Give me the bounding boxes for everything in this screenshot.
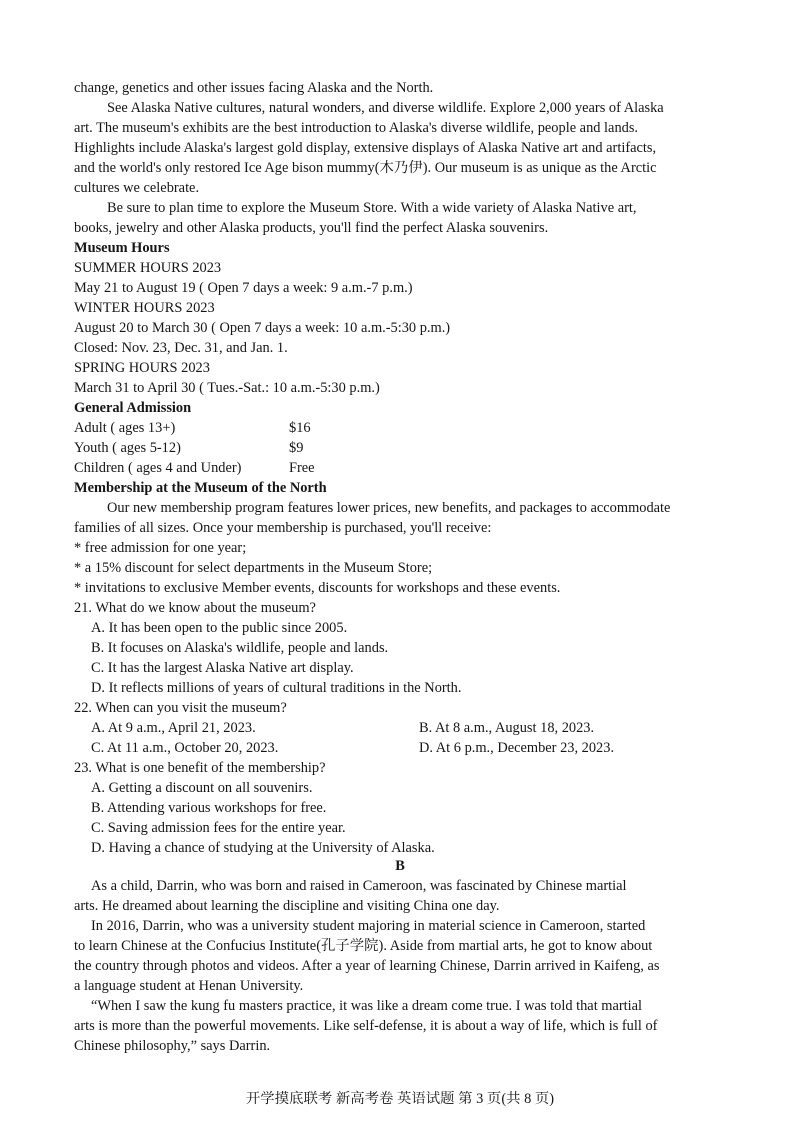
answer-option: D. At 6 p.m., December 23, 2023. [419,740,615,756]
answer-option: A. Getting a discount on all souvenirs. [91,780,313,796]
paragraph-line: the country through photos and videos. After a year of learning Chinese, Darrin arrived in Kaifeng, as [74,958,660,974]
admission-price: Free [289,460,315,476]
section-label: B [395,858,405,874]
paragraph-line: cultures we celebrate. [74,180,200,196]
admission-price: $9 [289,440,304,456]
closed-days-text: Closed: Nov. 23, Dec. 31, and Jan. 1. [74,340,288,356]
question-stem: 21. What do we know about the museum? [74,600,316,616]
answer-option: A. At 9 a.m., April 21, 2023. [91,720,256,736]
answer-option: B. Attending various workshops for free. [91,800,327,816]
spring-hours-title: SPRING HOURS 2023 [74,360,210,376]
answer-option: C. At 11 a.m., October 20, 2023. [91,740,279,756]
paragraph-line: Our new membership program features lower prices, new benefits, and packages to accommodate [107,500,671,516]
paragraph-line: Chinese philosophy,” says Darrin. [74,1038,271,1054]
paragraph-line: Highlights include Alaska's largest gold display, extensive displays of Alaska Native art and artifacts, [74,140,657,156]
admission-heading: General Admission [74,400,192,416]
paragraph-line: art. The museum's exhibits are the best introduction to Alaska's diverse wildlife, people and lands. [74,120,639,136]
admission-price: $16 [289,420,311,436]
admission-label: Youth ( ages 5-12) [74,440,181,456]
paragraph-line: change, genetics and other issues facing Alaska and the North. [74,80,434,96]
answer-option: A. It has been open to the public since 2005. [91,620,348,636]
bullet-item: * free admission for one year; [74,540,247,556]
paragraph-line: to learn Chinese at the Confucius Institute(孔子学院). Aside from martial arts, he got to know about [74,938,653,954]
paragraph-line: “When I saw the kung fu masters practice, it was like a dream come true. I was told that martial [91,998,643,1014]
paragraph-line: arts is more than the powerful movements. Like self-defense, it is about a way of life, which is full of [74,1018,658,1034]
admission-label: Adult ( ages 13+) [74,420,176,436]
summer-hours-text: May 21 to August 19 ( Open 7 days a week: 9 a.m.-7 p.m.) [74,280,413,296]
bullet-item: * invitations to exclusive Member events, discounts for workshops and these events. [74,580,561,596]
page-footer: 开学摸底联考 新高考卷 英语试题 第 3 页(共 8 页) [245,1091,555,1107]
paragraph-line: families of all sizes. Once your membership is purchased, you'll receive: [74,520,492,536]
question-stem: 22. When can you visit the museum? [74,700,287,716]
membership-heading: Membership at the Museum of the North [74,480,327,496]
answer-option: B. At 8 a.m., August 18, 2023. [419,720,595,736]
question-stem: 23. What is one benefit of the membership? [74,760,326,776]
paragraph-line: a language student at Henan University. [74,978,304,994]
paragraph-line: In 2016, Darrin, who was a university student majoring in material science in Cameroon, started [91,918,646,934]
answer-option: D. It reflects millions of years of cultural traditions in the North. [91,680,462,696]
admission-label: Children ( ages 4 and Under) [74,460,242,476]
answer-option: C. Saving admission fees for the entire year. [91,820,346,836]
answer-option: B. It focuses on Alaska's wildlife, people and lands. [91,640,389,656]
spring-hours-text: March 31 to April 30 ( Tues.-Sat.: 10 a.m.-5:30 p.m.) [74,380,380,396]
summer-hours-title: SUMMER HOURS 2023 [74,260,222,276]
winter-hours-title: WINTER HOURS 2023 [74,300,215,316]
winter-hours-text: August 20 to March 30 ( Open 7 days a week: 10 a.m.-5:30 p.m.) [74,320,451,336]
bullet-item: * a 15% discount for select departments in the Museum Store; [74,560,433,576]
answer-option: C. It has the largest Alaska Native art display. [91,660,354,676]
paragraph-line: As a child, Darrin, who was born and raised in Cameroon, was fascinated by Chinese martial [91,878,627,894]
paragraph-line: Be sure to plan time to explore the Museum Store. With a wide variety of Alaska Native art, [107,200,637,216]
paragraph-line: books, jewelry and other Alaska products, you'll find the perfect Alaska souvenirs. [74,220,549,236]
paragraph-line: See Alaska Native cultures, natural wonders, and diverse wildlife. Explore 2,000 years of Alaska [107,100,664,116]
paragraph-line: and the world's only restored Ice Age bison mummy(木乃伊). Our museum is as unique as the Arctic [74,160,657,176]
museum-hours-heading: Museum Hours [74,240,170,256]
paragraph-line: arts. He dreamed about learning the discipline and visiting China one day. [74,898,500,914]
answer-option: D. Having a chance of studying at the University of Alaska. [91,840,435,856]
